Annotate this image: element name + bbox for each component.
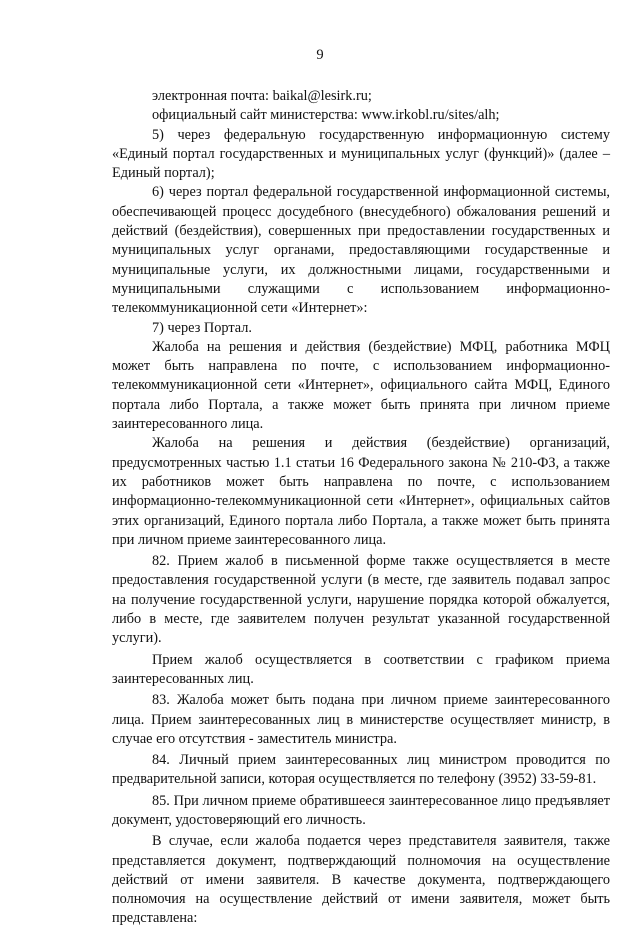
paragraph-item-5: 5) через федеральную государственную информационную систему «Единый портал государственных и муниципальных услуг (функций)» (далее – Единый портал); — [112, 126, 610, 182]
document-body — [112, 87, 610, 929]
paragraph-organizations-complaint: Жалоба на решения и действия (бездействие) организаций, предусмотренных частью 1.1 статьи 16 Федерального закона № 210-ФЗ, а также их работников может быть направлена по почте, с использованием информационно-телекоммуникационной сети «Интернет», официальных сайтов этих организаций, Единого портала либо Портала, а также может быть принята при личном приеме заинтересованного лица. — [112, 435, 610, 548]
paragraph-email: электронная почта: baikal@lesirk.ru; — [152, 88, 372, 104]
paragraph-mfc-complaint: Жалоба на решения и действия (бездействие) МФЦ, работника МФЦ может быть направлена по почте, с использованием информационно-телекоммуникационной сети «Интернет», официального сайта МФЦ, Единого портала либо Портала, а также может быть принята при личном приеме заинтересованного лица. — [112, 338, 610, 433]
paragraph-85: 85. При личном приеме обратившееся заинтересованное лицо предъявляет документ, удостоверяющий его личность. — [112, 792, 610, 828]
paragraph-website: официальный сайт министерства: www.irkobl.ru/sites/alh; — [152, 107, 500, 124]
paragraph-82: 82. Прием жалоб в письменной форме также осуществляется в месте предоставления государственной услуги (в месте, где заявитель подавал запрос на получение государственной услуги, нарушение порядка которой обжалуется, либо в месте, где заявителем получен результат указанной государственной услуги). — [112, 553, 610, 647]
paragraph-item-7: 7) через Портал. — [152, 319, 252, 336]
paragraph-84: 84. Личный прием заинтересованных лиц министром проводится по предварительной записи, которая осуществляется по телефону (3952) 33-59-81. — [112, 752, 610, 788]
page-number: 9 — [316, 47, 324, 63]
paragraph-schedule: Прием жалоб осуществляется в соответствии с графиком приема заинтересованных лиц. — [112, 651, 610, 687]
paragraph-83: 83. Жалоба может быть подана при личном приеме заинтересованного лица. Прием заинтересованных лиц в министерстве осуществляет министр, в случае его отсутствия - заместитель министра. — [112, 692, 610, 747]
paragraph-representative: В случае, если жалоба подается через представителя заявителя, также представляется документ, подтверждающий полномочия на осуществление действий от имени заявителя. В качестве документа, подтверждающего полномочия на осуществление действий от имени заявителя, может быть представлена: — [112, 833, 610, 927]
paragraph-item-6: 6) через портал федеральной государственной информационной системы, обеспечивающей процесс досудебного (внесудебного) обжалования решений и действий (бездействия), совершенных при предоставлении государственных и муниципальных услуг органами, предоставляющими государственные и муниципальные услуги, их должностными лицами, государственными и муниципальными служащими с использованием информационно-телекоммуникационной сети «Интернет»: — [112, 184, 610, 317]
